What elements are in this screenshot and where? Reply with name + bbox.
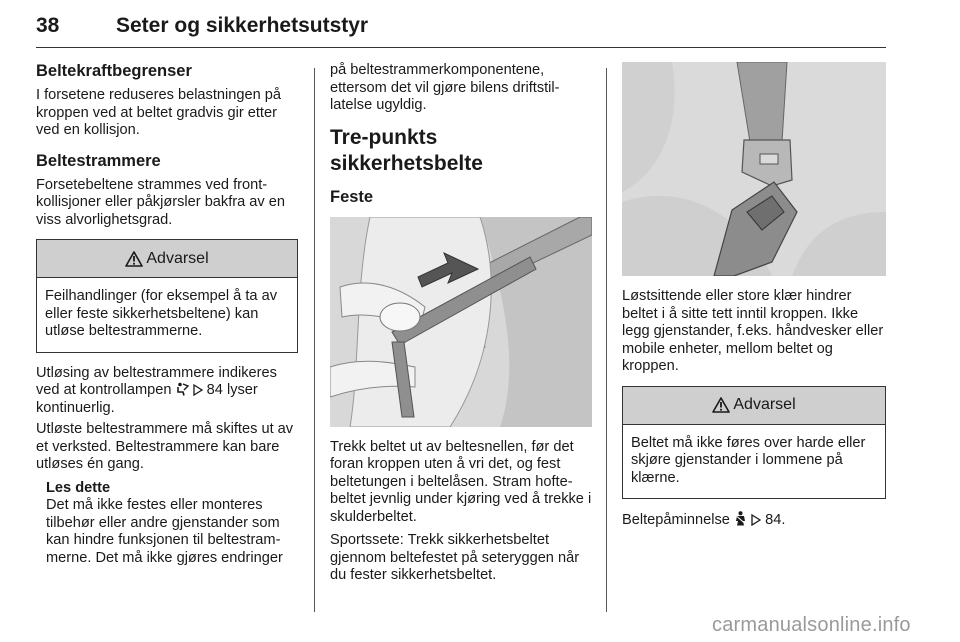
arrow-right-outline-icon: [193, 384, 203, 396]
column-divider: [314, 68, 315, 612]
paragraph: Løstsittende eller store klær hindrer beltet i å sitte tett inntil kroppen. Ikke legg gjenstander, f.eks. håndvesker eller mobile enheter, mellom beltet og kroppen.: [622, 288, 884, 374]
column-1: [36, 62, 298, 567]
paragraph: Trekk beltet ut av beltesnellen, før det foran kroppen uten å vri det, og fest beltetungen i beltelåsen. Stram hofte-beltet jevnlig under kjøring ved å trekke i skulderbeltet.: [330, 438, 592, 525]
warning-box: [622, 386, 886, 500]
warning-header: [623, 387, 885, 425]
warning-text: Feilhandlinger (for eksempel å ta av eller feste sikkerhetsbeltene) kan utløse beltestrammerne.: [45, 288, 277, 339]
column-3: [622, 62, 886, 530]
paragraph-continued: på beltestrammerkomponentene, ettersom det vil gjøre bilens driftstil-latelse ugyldig.: [330, 62, 560, 113]
column-2: [330, 62, 592, 585]
chapter-title: Seter og sikkerhetsutstyr: [116, 14, 369, 37]
warning-triangle-icon: [712, 397, 730, 413]
warning-title: Advarsel: [146, 249, 209, 267]
column-divider: [606, 68, 607, 612]
section-title-three-point-belt: Tre-punkts sikkerhetsbelte: [330, 125, 483, 175]
paragraph: Utløste beltestrammere må skiftes ut av et verksted. Beltestrammere kan bare utløses én gang.: [36, 421, 294, 472]
watermark: carmanualsonline.info: [712, 614, 911, 636]
paragraph: Forsetebeltene strammes ved front-kollisjoner eller påkjørsler bakfra av en viss alvorlighetsgrad.: [36, 176, 286, 228]
section-title-belt-pretensioners: Beltestrammere: [36, 151, 161, 170]
page-header: [36, 8, 886, 48]
paragraph-belt-reminder: Beltepåminnelse 84.: [622, 512, 786, 528]
warning-triangle-icon: [125, 251, 143, 267]
seatbelt-person-icon: [734, 511, 747, 526]
paragraph: Sportssete: Trekk sikkerhetsbeltet gjennom beltefestet på seteryggen når du fester sikkerhetsbeltet.: [330, 532, 580, 583]
note-text: Det må ikke festes eller monteres tilbehør eller andre gjenstander som kan hindre funksjonen til beltestram-merne. Det må ikke gjøres endringer: [46, 497, 283, 566]
paragraph-pretensioner-lamp: Utløsing av beltestrammere indikeres ved at kontrollampen 84 lyser kontinuerlig.: [36, 364, 277, 416]
airbag-seat-icon: [176, 382, 189, 396]
arrow-right-outline-icon: [751, 514, 761, 526]
illustration-fastening-belt: [330, 217, 592, 427]
warning-text: Beltet må ikke føres over harde eller skjøre gjenstander i lommene på klærne.: [631, 434, 866, 486]
subsection-title-fastening: Feste: [330, 187, 374, 206]
warning-header: [37, 240, 297, 278]
illustration-buckle: [622, 62, 886, 276]
note-block: [36, 480, 298, 568]
page-number: 38: [36, 14, 60, 37]
section-title-belt-force-limiter: Beltekraftbegrenser: [36, 62, 192, 80]
warning-box: [36, 239, 298, 353]
note-title: Les dette: [46, 479, 111, 496]
paragraph: I forsetene reduseres belastningen på kroppen ved at beltet gradvis gir etter ved en kollisjon.: [36, 87, 282, 138]
warning-title: Advarsel: [733, 396, 796, 413]
